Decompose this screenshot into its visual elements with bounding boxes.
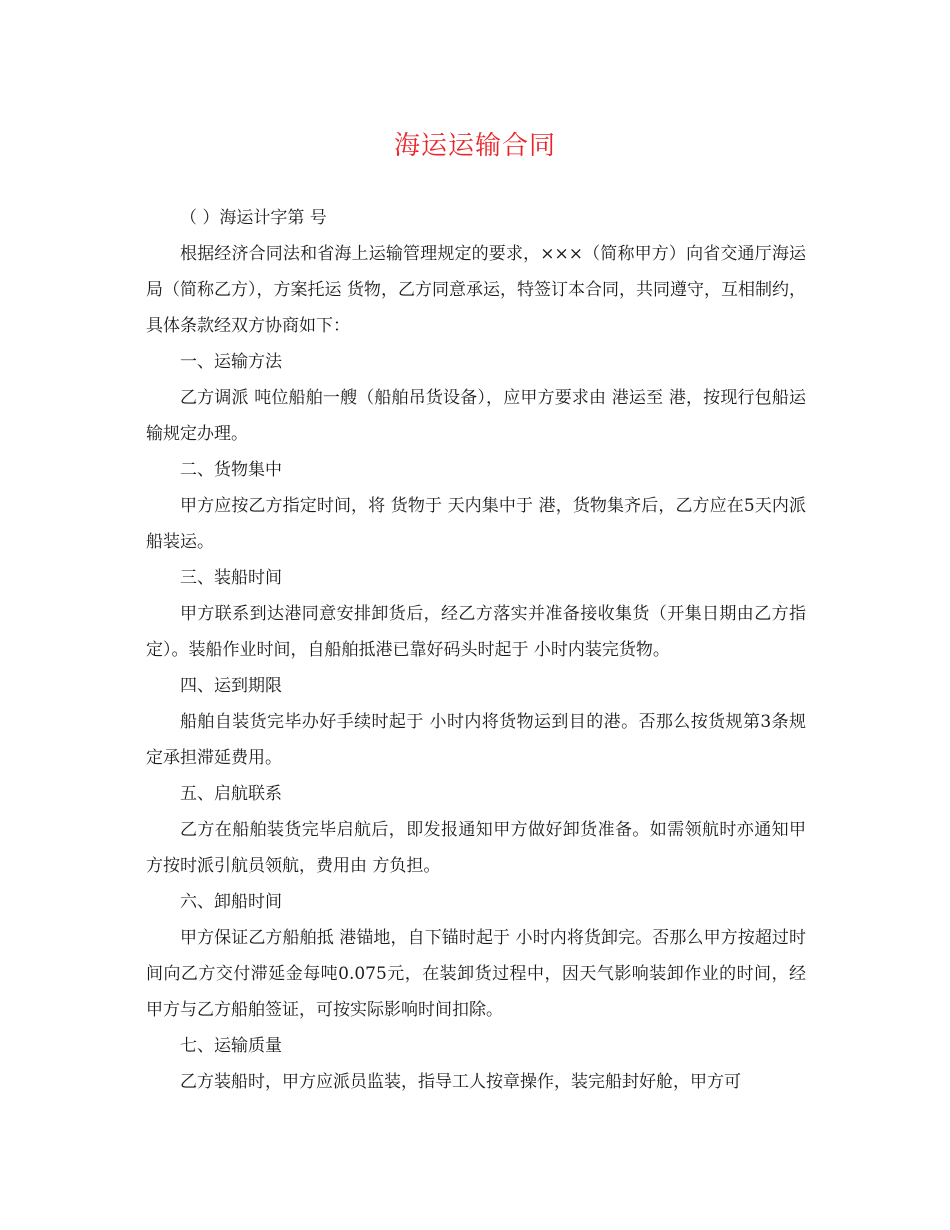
section-body-4: 船舶自装货完毕办好手续时起于 小时内将货物运到目的港。否那么按货规第3条规定承担滞延费用。	[146, 712, 806, 768]
section-body-6: 甲方保证乙方船舶抵 港锚地，自下锚时起于 小时内将货卸完。否那么甲方按超过时间向乙方交付滞延金每吨0.075元，在装卸货过程中，因天气影响装卸作业的时间，经甲方与乙方船舶签证，可按实际影响时间扣除。	[146, 928, 806, 1020]
document-body	[146, 200, 806, 1100]
section-body-5: 乙方在船舶装货完毕启航后，即发报通知甲方做好卸货准备。如需领航时亦通知甲方按时派引航员领航，费用由 方负担。	[146, 820, 806, 876]
section-heading-7: 七、运输质量	[180, 1036, 282, 1056]
section-heading-2: 二、货物集中	[180, 460, 282, 480]
section-heading-5: 五、启航联系	[180, 784, 282, 804]
contract-number-line: （ ）海运计字第 号	[180, 208, 327, 228]
document-title: 海运运输合同	[393, 131, 556, 161]
section-heading-6: 六、卸船时间	[180, 892, 282, 912]
section-heading-3: 三、装船时间	[180, 568, 282, 588]
section-heading-4: 四、运到期限	[180, 676, 282, 696]
section-body-2: 甲方应按乙方指定时间，将 货物于 天内集中于 港，货物集齐后，乙方应在5天内派船装运。	[146, 496, 806, 552]
section-body-7: 乙方装船时，甲方应派员监装，指导工人按章操作，装完船封好舱，甲方可	[180, 1072, 741, 1092]
section-body-1: 乙方调派 吨位船舶一艘（船舶吊货设备），应甲方要求由 港运至 港，按现行包船运输规定办理。	[146, 388, 806, 444]
section-heading-1: 一、运输方法	[180, 352, 282, 372]
preamble-paragraph: 根据经济合同法和省海上运输管理规定的要求，×××（简称甲方）向省交通厅海运局（简称乙方），方案托运 货物，乙方同意承运，特签订本合同，共同遵守，互相制约，具体条款经双方协商如下：	[146, 244, 806, 336]
section-body-3: 甲方联系到达港同意安排卸货后，经乙方落实并准备接收集货（开集日期由乙方指定）。装船作业时间，自船舶抵港已靠好码头时起于 小时内装完货物。	[146, 604, 806, 660]
